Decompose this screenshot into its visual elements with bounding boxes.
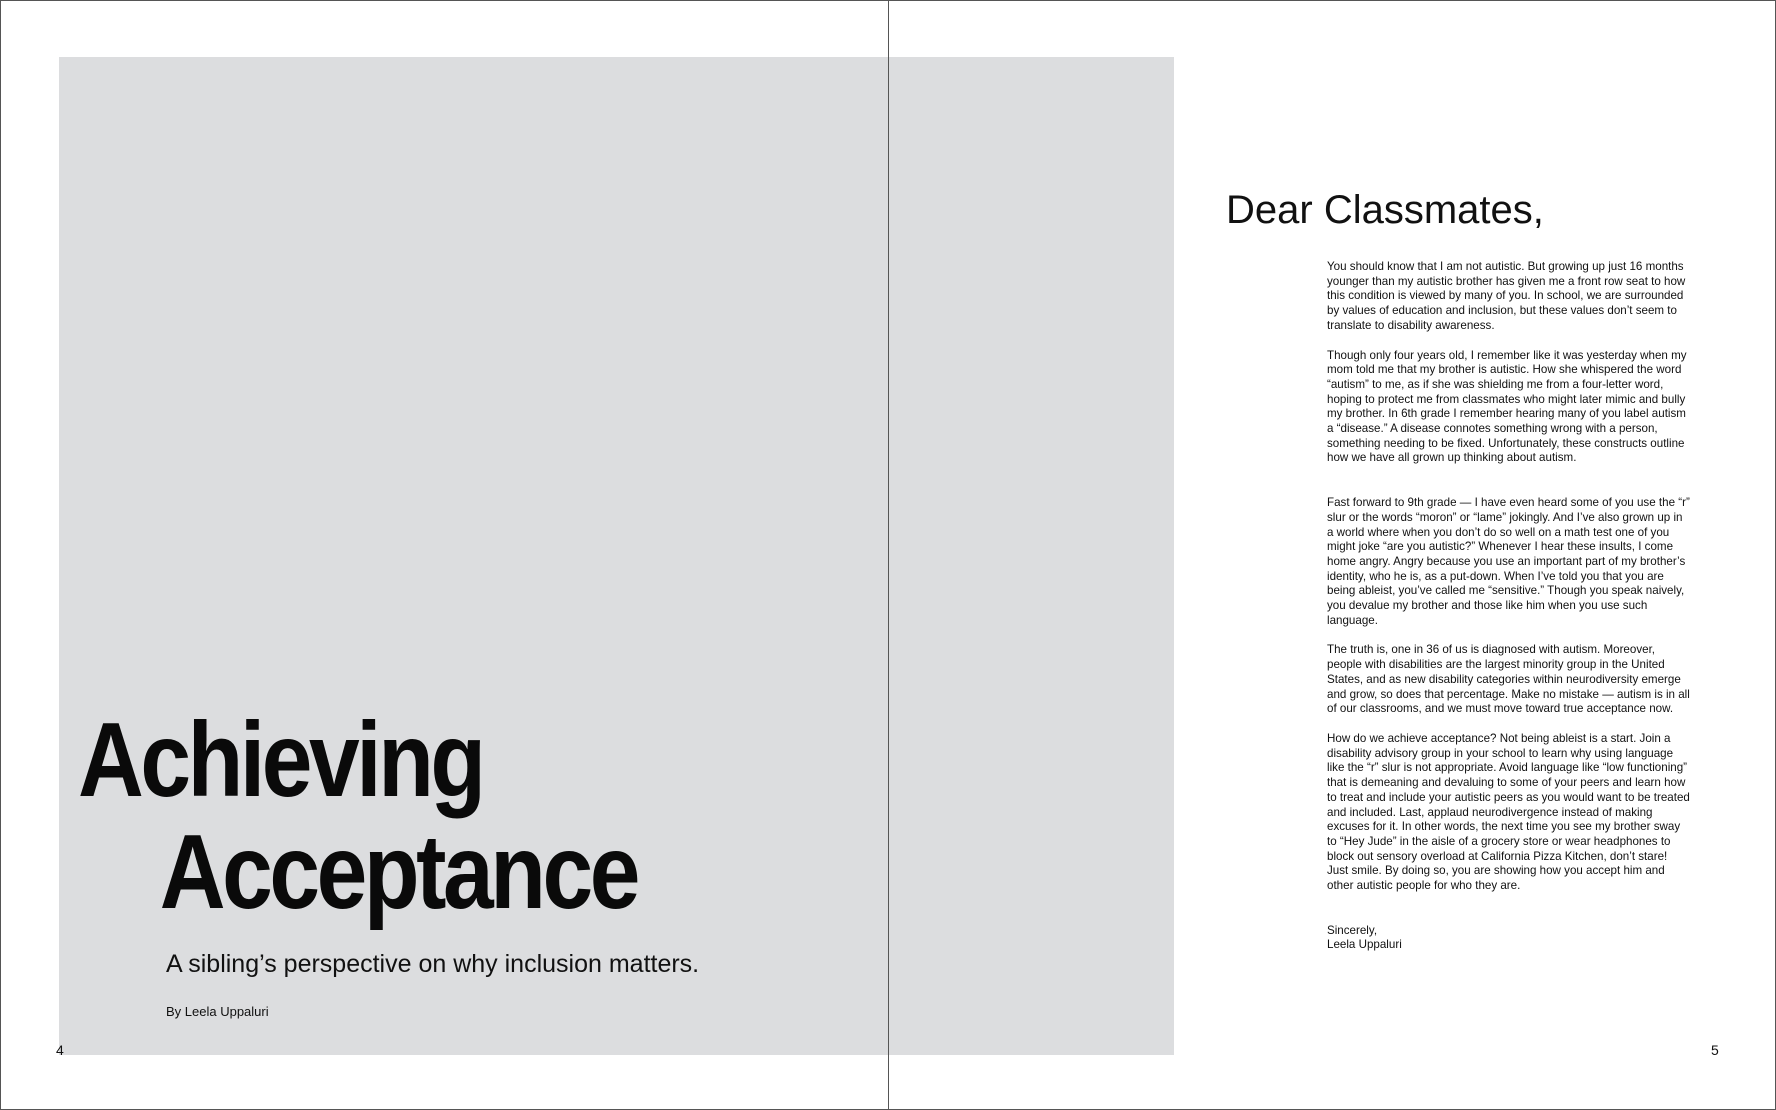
letter-paragraph-3: Fast forward to 9th grade — I have even heard some of you use the “r” slur or the words “moron” or “lame” jokingly. And I’ve also grown up in a world where when you don’t do so well on a math test one of you might joke “are you autistic?” Whenever I hear these insults, I come home angry. Angry because you use an important part of my brother’s identity, who he is, as a put-down. When I’ve told you that you are being ableist, you’ve called me “sensitive.” Though you speak naively, you devalue my brother and those like him when you use such language. xyxy=(1327,496,1690,627)
signoff-text: Sincerely, xyxy=(1327,923,1378,937)
headline-line-1: Achieving xyxy=(78,701,483,819)
letter-paragraph-1: You should know that I am not autistic. But growing up just 16 months younger than my autistic brother has given me a front row seat to how this condition is viewed by many of you. In school, we are surrounded by values of education and inclusion, but these values don’t seem to translate to disability awareness. xyxy=(1327,260,1686,332)
page-number-right: 5 xyxy=(1711,1042,1719,1058)
signature-name: Leela Uppaluri xyxy=(1327,938,1402,952)
letter-paragraph-2: Though only four years old, I remember like it was yesterday when my mom told me that my brother is autistic. How she whispered the word “autism” to me, as if she was shielding me from a four-letter word, hoping to protect me from classmates who might later mimic and bully my brother. In 6th grade I remember hearing many of you label autism a “disease.” A disease connotes something wrong with a person, something needing to be fixed. Unfortunately, these constructs outline how we have all grown up thinking about autism. xyxy=(1327,348,1687,465)
article-subtitle: A sibling’s perspective on why inclusion matters. xyxy=(166,950,700,978)
letter-greeting: Dear Classmates, xyxy=(1226,188,1544,232)
letter-paragraph-5: How do we achieve acceptance? Not being ableist is a start. Join a disability advisory group in your school to learn why using language like the “r” slur is not appropriate. Avoid language like “low functioning” that is demeaning and devaluing to some of your peers and learn how to treat and include your autistic peers as you would want to be treated and included. Last, applaud neurodivergence instead of making excuses for it. In other words, the next time you see my brother sway to “Hey Jude” in the aisle of a grocery store or wear headphones to block out sensory overload at California Pizza Kitchen, don’t stare! Just smile. By doing so, you are showing how you accept him and other autistic people for who they are. xyxy=(1327,731,1690,893)
headline-line-2: Acceptance xyxy=(159,813,638,931)
page-number-left: 4 xyxy=(56,1042,64,1058)
letter-signoff xyxy=(1327,924,1691,953)
letter-paragraph-4: The truth is, one in 36 of us is diagnosed with autism. Moreover, people with disabilities are the largest minority group in the United States, and as new disability categories within neurodiversity emerge and grow, so does that percentage. Make no mistake — autism is in all of our classrooms, and we must move toward true acceptance now. xyxy=(1327,643,1690,716)
article-headline xyxy=(78,701,638,931)
letter-body xyxy=(1327,260,1691,953)
article-byline: By Leela Uppaluri xyxy=(166,1004,269,1019)
spread-gutter xyxy=(888,0,889,1110)
